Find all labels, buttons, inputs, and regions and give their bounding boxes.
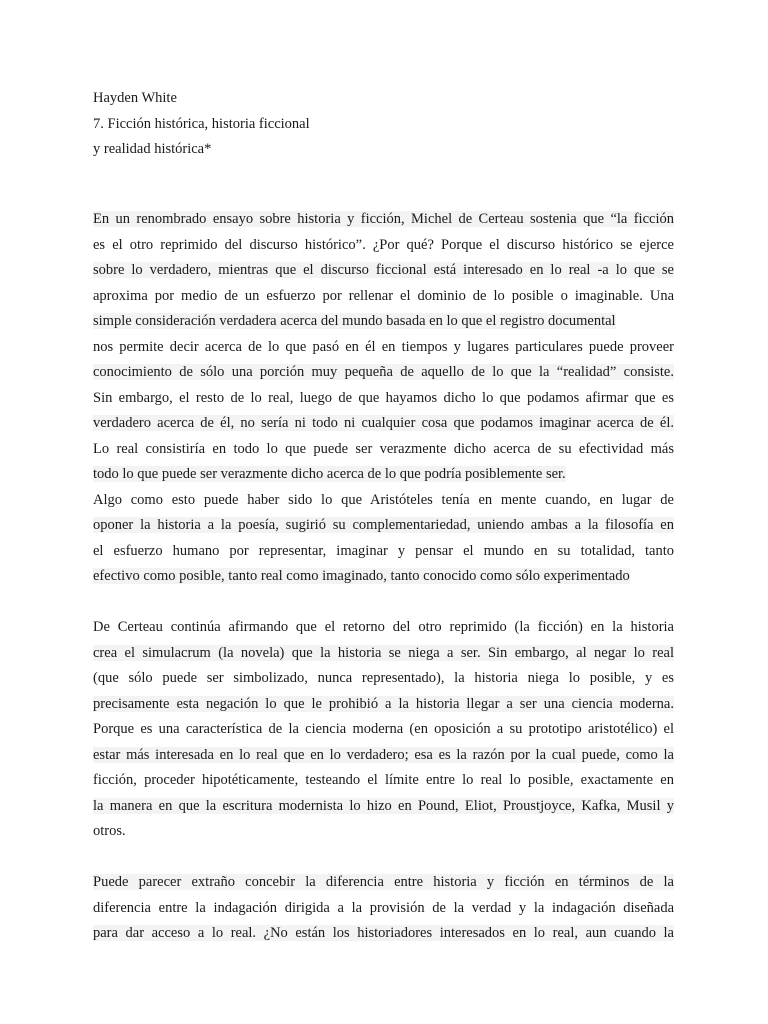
- text-line: es el otro reprimido del discurso histórico”. ¿Por qué? Porque el discurso histórico se ejerce: [93, 236, 674, 253]
- text-line: De Certeau continúa afirmando que el retorno del otro reprimido (la ficción) en la historia: [93, 619, 674, 635]
- text-line: Porque es una característica de la ciencia moderna (en oposición a su prototipo aristotélico) el: [93, 721, 674, 737]
- document-header: [93, 86, 693, 163]
- paragraph-gap: [93, 845, 674, 871]
- chapter-title-line-2: y realidad histórica*: [93, 141, 212, 157]
- chapter-title-line-1: 7. Ficción histórica, historia ficcional: [93, 115, 310, 132]
- text-line: todo lo que puede ser verazmente dicho acerca de lo que podría posiblemente ser.: [93, 466, 566, 482]
- text-line: verdadero acerca de él, no sería ni todo ni cualquier cosa que podamos imaginar acerca de él.: [93, 415, 674, 431]
- text-line: simple consideración verdadera acerca del mundo basada en lo que el registro documental: [93, 313, 616, 329]
- text-line: para dar acceso a lo real. ¿No están los historiadores interesados en lo real, aun cuando la: [93, 925, 674, 941]
- paragraph: [93, 207, 674, 590]
- text-line: nos permite decir acerca de lo que pasó en él en tiempos y lugares particulares puede proveer: [93, 338, 674, 355]
- text-line: crea el simulacrum (la novela) que la historia se niega a ser. Sin embargo, al negar lo real: [93, 644, 674, 661]
- text-line: sobre lo verdadero, mientras que el discurso ficcional está interesado en lo real -a lo que se: [93, 262, 674, 278]
- text-line: el esfuerzo humano por representar, imaginar y pensar el mundo en su totalidad, tanto: [93, 542, 674, 559]
- paragraph-gap: [93, 590, 674, 616]
- text-line: Sin embargo, el resto de lo real, luego de que hayamos dicho lo que podamos afirmar que es: [93, 389, 674, 406]
- text-line: aproxima por medio de un esfuerzo por rellenar el dominio de lo posible o imaginable. Una: [93, 287, 674, 304]
- paragraph: [93, 615, 674, 845]
- document-body: [93, 207, 674, 947]
- text-line: otros.: [93, 823, 126, 839]
- text-line: Algo como esto puede haber sido lo que Aristóteles tenía en mente cuando, en lugar de: [93, 491, 674, 508]
- text-line: precisamente esta negación lo que le prohibió a la historia llegar a ser una ciencia moderna.: [93, 695, 674, 712]
- text-line: (que sólo puede ser simbolizado, nunca representado), la historia niega lo posible, y es: [93, 670, 674, 686]
- text-line: diferencia entre la indagación dirigida a la provisión de la verdad y la indagación diseñada: [93, 899, 674, 916]
- text-line: conocimiento de sólo una porción muy pequeña de aquello de lo que la “realidad” consiste.: [93, 364, 674, 380]
- text-line: efectivo como posible, tanto real como imaginado, tanto conocido como sólo experimentado: [93, 568, 630, 584]
- text-line: En un renombrado ensayo sobre historia y ficción, Michel de Certeau sostenia que “la ficción: [93, 211, 674, 227]
- text-line: la manera en que la escritura modernista lo hizo en Pound, Eliot, Proustjoyce, Kafka, Musil y: [93, 797, 674, 814]
- text-line: ficción, proceder hipotéticamente, testeando el límite entre lo real lo posible, exactamente en: [93, 772, 674, 788]
- author-name: Hayden White: [93, 90, 177, 106]
- text-line: Lo real consistiría en todo lo que puede ser verazmente dicho acerca de su efectividad más: [93, 440, 674, 457]
- text-line: Puede parecer extraño concebir la diferencia entre historia y ficción en términos de la: [93, 874, 674, 890]
- text-line: oponer la historia a la poesía, sugirió su complementariedad, uniendo ambas a la filosofía en: [93, 517, 674, 533]
- paragraph: [93, 870, 674, 947]
- text-line: estar más interesada en lo real que en lo verdadero; esa es la razón por la cual puede, como la: [93, 746, 674, 763]
